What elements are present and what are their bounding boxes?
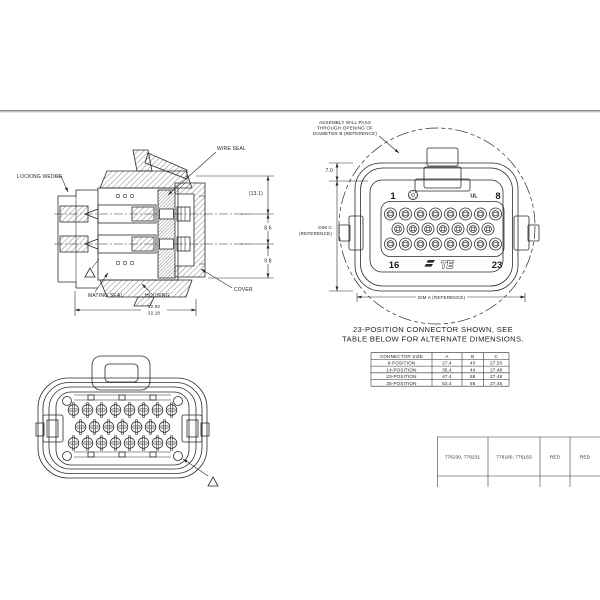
note-line-3: DIAMETER B (REFERENCE) [312, 131, 378, 136]
dim-a-label: DIM A (REFERENCE) [417, 295, 466, 300]
cell-a-3: 63.4 [442, 380, 452, 386]
dim-c-line-1: DIM C [318, 225, 332, 230]
cell-size-3: 35-POSITION [386, 380, 417, 386]
caption-line-1: 23-POSITION CONNECTOR SHOWN, SEE [352, 325, 514, 334]
title-block-color-1: RED [549, 454, 561, 460]
title-block-color-2: RED [579, 454, 591, 460]
cell-size-1: 14-POSITION [386, 367, 417, 373]
cell-a-0: 27.4 [442, 360, 452, 366]
title-block-part-numbers-1: 776230, 776231 [444, 454, 481, 460]
cell-size-0: 8-POSITION [387, 360, 416, 366]
pin-label-23: 23 [491, 260, 503, 271]
cell-a-2: 47.4 [442, 374, 452, 380]
label-mating-seal: MATING SEAL [88, 293, 124, 299]
cell-b-2: 58 [469, 374, 476, 380]
wire-seal-section [158, 190, 175, 278]
cell-c-3: 27.45 [490, 380, 503, 386]
label-locking-wedge: LOCKING WEDGE [17, 174, 63, 180]
caption-line-2: TABLE BELOW FOR ALTERNATE DIMENSIONS. [342, 334, 524, 344]
cell-b-0: 40 [469, 360, 476, 366]
label-housing: HOUSING [145, 293, 170, 299]
pin-label-16: 16 [388, 260, 400, 271]
dim-lower-height: 9.8 [264, 258, 272, 265]
cert-mark-icon: UL [470, 193, 478, 200]
cell-size-2: 23-POSITION [386, 374, 417, 380]
size-table-header-b: B [471, 354, 475, 359]
note-line-2: THROUGH OPENING OF [316, 125, 374, 131]
dim-length-max: 32.92 [147, 304, 161, 309]
note-line-1: ASSEMBLY WILL PASS [318, 120, 372, 125]
cell-c-1: 27.48 [490, 367, 503, 373]
dim-7-0: 7.0 [325, 168, 333, 174]
size-table-header-a: A [445, 354, 449, 359]
pin-label-1: 1 [390, 191, 396, 202]
dim-length-min: 32.18 [147, 310, 161, 316]
label-wire-seal: WIRE SEAL [217, 146, 247, 152]
dim-overall-height: (13.1) [248, 191, 263, 197]
caption [342, 325, 524, 344]
sheet-top-rule [0, 110, 600, 113]
cell-c-2: 27.48 [490, 374, 503, 380]
cell-a-1: 35.4 [442, 367, 452, 373]
cell-b-3: 66 [469, 380, 476, 386]
pin-label-8: 8 [495, 191, 501, 202]
size-table-header-size: CONNECTOR SIZE [379, 354, 424, 359]
title-block-part-numbers-2: 776180, 776163 [496, 454, 532, 460]
dim-c-line-2: (REFERENCE) [298, 231, 332, 236]
te-logo-text: TE [440, 260, 454, 271]
cell-b-1: 44 [469, 367, 476, 373]
dim-row-spacing: 8.6 [264, 225, 272, 232]
label-cover: COVER [234, 287, 253, 293]
size-table-header-c: C [494, 354, 498, 359]
cell-c-0: 27.50 [490, 360, 503, 366]
